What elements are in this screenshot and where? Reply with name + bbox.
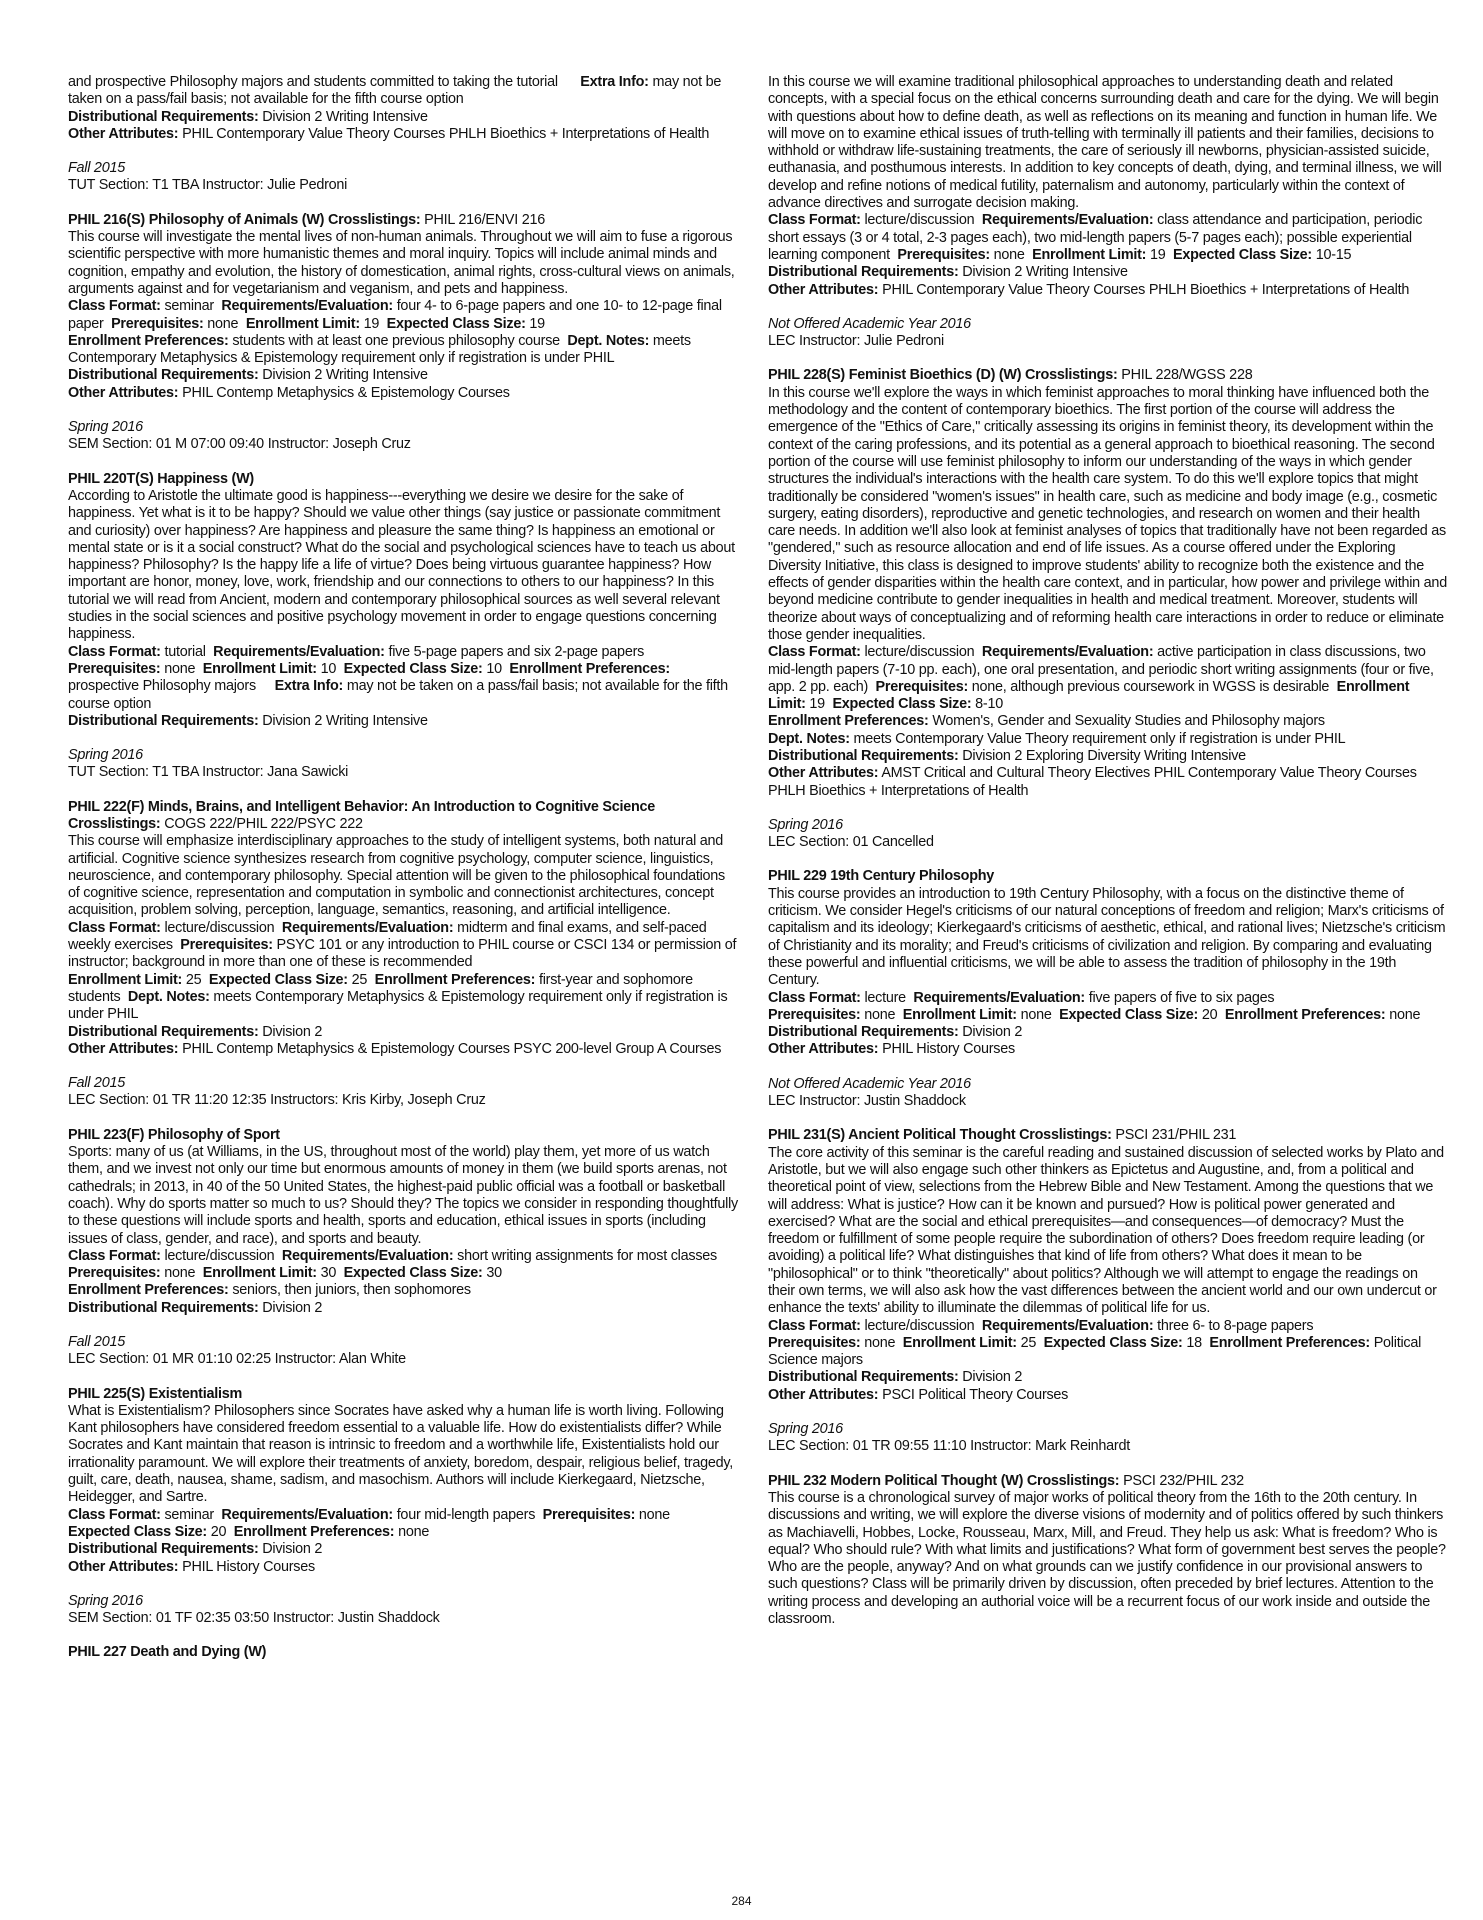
- label: Enrollment Preferences:: [68, 1282, 229, 1299]
- text: Women's, Gender and Sexuality Studies and Philosophy majors: [932, 713, 1325, 730]
- text: 18: [1186, 1334, 1202, 1351]
- label: Enrollment Limit:: [68, 971, 183, 988]
- label: Enrollment Limit:: [202, 1265, 317, 1282]
- course-offering: [68, 419, 738, 454]
- label: Distributional Requirements:: [68, 712, 259, 729]
- text: Division 2 Writing Intensive: [262, 108, 428, 125]
- label: Class Format:: [68, 643, 161, 660]
- text: five papers of five to six pages: [1088, 989, 1275, 1006]
- term: Spring 2016: [68, 747, 143, 764]
- course-offering: [768, 1076, 1448, 1111]
- text: students with at least one previous philosophy course: [232, 332, 560, 349]
- left-column: [68, 74, 738, 1662]
- text: Division 2 Exploring Diversity Writing Intensive: [962, 747, 1246, 764]
- term: Spring 2016: [768, 816, 843, 833]
- label: Requirements/Evaluation:: [981, 644, 1154, 661]
- course-title: PHIL 223(F) Philosophy of Sport: [68, 1126, 280, 1143]
- label: Prerequisites:: [68, 660, 161, 677]
- label: Other Attributes:: [68, 1558, 179, 1575]
- term: Spring 2016: [768, 1421, 843, 1438]
- course-offering: [768, 817, 1448, 852]
- label: Other Attributes:: [768, 1041, 879, 1058]
- section-info: TUT Section: T1 TBA Instructor: Julie Pedroni: [68, 177, 348, 194]
- course-description: Sports: many of us (at Williams, in the US, throughout most of the world) play them, yet more of us watch them, and we invest not only our time but enormous amounts of money in them (we build sports arenas, not cathedrals; in 2013, in 40 of the 50 United States, the highest-paid public official was a football or basketball coach). Why do sports matter so much to us? Should they? The topics we consider in responding thoughtfully to these questions will include sports and health, sports and education, ethical issues in sports (including issues of class, gender, and race), and sports and beauty.: [68, 1144, 738, 1247]
- course-continuation: [68, 74, 738, 143]
- course-offering: [68, 1593, 738, 1628]
- course-entry-phil-222: [68, 799, 738, 1058]
- label: Dept. Notes:: [127, 988, 210, 1005]
- course-title: PHIL 231(S) Ancient Political Thought Crosslistings:: [768, 1127, 1112, 1144]
- term: Not Offered Academic Year 2016: [768, 1075, 971, 1092]
- text: 19: [529, 315, 545, 332]
- label: Enrollment Preferences:: [509, 660, 670, 677]
- course-entry-phil-229: [768, 868, 1448, 1058]
- text: and prospective Philosophy majors and students committed to taking the tutorial: [68, 74, 558, 90]
- text: PHIL Contemporary Value Theory Courses PHLH Bioethics + Interpretations of Health: [182, 125, 710, 142]
- text: 25: [185, 971, 202, 988]
- course-offering: [768, 1421, 1448, 1456]
- label: Expected Class Size:: [1043, 1334, 1183, 1351]
- crosslistings: COGS 222/PHIL 222/PSYC 222: [164, 815, 363, 832]
- label: Expected Class Size:: [1173, 246, 1312, 263]
- text: AMST Critical and Cultural Theory Electives PHIL Contemporary Value Theory Courses PHLH Bioethics + Interpretations of Health: [768, 765, 1417, 799]
- label: Distributional Requirements:: [68, 1023, 259, 1040]
- label: Requirements/Evaluation:: [981, 212, 1154, 229]
- crosslistings: PSCI 231/PHIL 231: [1115, 1127, 1237, 1144]
- label: Class Format:: [68, 1506, 161, 1523]
- text: 19: [1149, 246, 1166, 263]
- course-entry-phil-225: [68, 1386, 738, 1576]
- text: Division 2 Writing Intensive: [962, 264, 1128, 281]
- label: Requirements/Evaluation:: [281, 1247, 454, 1264]
- text: 10: [320, 660, 337, 677]
- text: 19: [809, 696, 825, 713]
- label: Class Format:: [68, 1247, 161, 1264]
- term: Fall 2015: [68, 160, 125, 177]
- crosslistings: PHIL 216/ENVI 216: [424, 211, 545, 228]
- text: seniors, then juniors, then sophomores: [232, 1282, 471, 1299]
- label: Requirements/Evaluation:: [221, 298, 393, 315]
- term: Spring 2016: [68, 419, 143, 436]
- label: Other Attributes:: [768, 765, 879, 782]
- section-info: LEC Section: 01 MR 01:10 02:25 Instructor: Alan White: [68, 1351, 406, 1368]
- section-info: LEC Section: 01 TR 09:55 11:10 Instructor: Mark Reinhardt: [768, 1438, 1130, 1455]
- label: Prerequisites:: [542, 1506, 636, 1523]
- label: Requirements/Evaluation:: [281, 919, 454, 936]
- label: Other Attributes:: [768, 1386, 879, 1403]
- text: PHIL Contemp Metaphysics & Epistemology Courses PSYC 200-level Group A Courses: [182, 1040, 722, 1057]
- label: Enrollment Limit:: [245, 315, 360, 332]
- label: Dept. Notes:: [567, 332, 650, 349]
- label: Prerequisites:: [111, 315, 204, 332]
- label: Distributional Requirements:: [768, 1369, 959, 1386]
- label: Class Format:: [768, 644, 861, 661]
- crosslistings: PSCI 232/PHIL 232: [1123, 1472, 1244, 1489]
- text: none: [638, 1506, 670, 1523]
- label: Enrollment Limit:: [902, 1006, 1017, 1023]
- label: Expected Class Size:: [832, 696, 972, 713]
- course-entry-phil-216: [68, 212, 738, 402]
- text: Division 2: [262, 1541, 323, 1558]
- text: four 4- to 6-page papers and one 10- to 12-page final paper: [68, 298, 722, 332]
- label: Prerequisites:: [875, 678, 968, 695]
- course-title: PHIL 222(F) Minds, Brains, and Intelligent Behavior: An Introduction to Cognitive Science Crosslistings:: [68, 798, 656, 832]
- label: Distributional Requirements:: [68, 1299, 259, 1316]
- label: Other Attributes:: [68, 125, 179, 142]
- label: Other Attributes:: [68, 1040, 179, 1057]
- label: Enrollment Limit:: [202, 660, 317, 677]
- text: 19: [363, 315, 380, 332]
- course-description: This course provides an introduction to 19th Century Philosophy, with a focus on the distinctive theme of criticism. We consider Hegel's criticisms of our natural conceptions of freedom and religion; Marx's criticisms of capitalism and its ideology; Kierkegaard's criticisms of aesthetic, ethical, and rational lives; Nietzsche's criticism of Christianity and its morality; and Freud's criticisms of civilization and religion. By comparing and evaluating these powerful and influential criticisms, we will be able to assess the tradition of philosophy in the 19th Century.: [768, 885, 1446, 989]
- text: PHIL History Courses: [182, 1558, 315, 1575]
- label: Enrollment Preferences:: [1209, 1334, 1370, 1351]
- course-entry-phil-227: [68, 1644, 738, 1661]
- label: Enrollment Limit:: [1032, 246, 1147, 263]
- label: Requirements/Evaluation:: [981, 1317, 1154, 1334]
- text: midterm and final exams, and self-paced weekly exercises: [68, 919, 707, 954]
- label: Enrollment Preferences:: [233, 1523, 395, 1540]
- course-offering: [68, 160, 738, 195]
- text: none: [993, 246, 1025, 263]
- label: Expected Class Size:: [68, 1523, 207, 1540]
- course-description: The core activity of this seminar is the careful reading and sustained discussion of selected works by Plato and Aristotle, but we will also engage such other thinkers as Epictetus and Augustine, and, from a political and theoretical point of view, selections from the Hebrew Bible and New Testament. Among the questions that we will address: What is justice? How can it be known and pursued? How is political power generated and exercised? What are the social and ethical prerequisites—and consequences—of democracy? Must the freedom or fulfillment of some people require the subordination of others? Does freedom require leading (or avoiding) a political life? What distinguishes that kind of life from others? What does it mean to be "philosophical" or to think "theoretically" about politics? Although we will attempt to engage the readings on their own terms, we will also ask how the vast differences between the ancient world and our own undercut or enhance the texts' ability to illuminate the dilemmas of political life for us.: [768, 1144, 1444, 1317]
- text: Division 2 Writing Intensive: [262, 712, 428, 729]
- term: Fall 2015: [68, 1075, 125, 1092]
- text: lecture/discussion: [864, 1317, 975, 1334]
- text: PHIL History Courses: [882, 1041, 1015, 1058]
- course-description: This course will investigate the mental lives of non-human animals. Throughout we will aim to fuse a rigorous scientific perspective with more humanistic themes and moral inquiry. Topics will include animal minds and cognition, empathy and evolution, the history of domestication, animal rights, cross-cultural views on animals, arguments against and for vegetarianism and veganism, and pets and happiness.: [68, 229, 735, 297]
- course-entry-phil-223: [68, 1127, 738, 1317]
- label: Class Format:: [768, 212, 861, 229]
- text: five 5-page papers and six 2-page papers: [388, 643, 645, 660]
- section-info: SEM Section: 01 TF 02:35 03:50 Instructor: Justin Shaddock: [68, 1610, 440, 1627]
- text: three 6- to 8-page papers: [1157, 1317, 1314, 1334]
- section-info: LEC Section: 01 TR 11:20 12:35 Instructors: Kris Kirby, Joseph Cruz: [68, 1092, 486, 1109]
- course-title: PHIL 228(S) Feminist Bioethics (D) (W) Crosslistings:: [768, 367, 1118, 384]
- course-entry-phil-227-cont: [768, 74, 1448, 299]
- label: Extra Info:: [580, 74, 649, 90]
- label: Extra Info:: [274, 678, 344, 695]
- text: meets Contemporary Value Theory requirement only if registration is under PHIL: [853, 730, 1346, 747]
- course-offering: [68, 1334, 738, 1369]
- text: seminar: [164, 298, 214, 315]
- right-column: [768, 74, 1448, 1628]
- course-offering: [68, 1075, 738, 1110]
- course-description: This course will emphasize interdisciplinary approaches to the study of intelligent systems, both natural and artificial. Cognitive science synthesizes research from cognitive psychology, computer science, linguistics, neuroscience, and contemporary philosophy. Special attention will be given to the philosophical foundations of cognitive science, representation and computation in symbolic and connectionist architectures, concept acquisition, problem solving, perception, language, semantics, reasoning, and artificial intelligence.: [68, 833, 725, 919]
- label: Enrollment Preferences:: [374, 971, 536, 988]
- text: none: [1020, 1006, 1052, 1023]
- section-info: LEC Instructor: Justin Shaddock: [768, 1093, 966, 1110]
- label: Prerequisites:: [768, 1334, 861, 1351]
- text: first-year and sophomore students: [68, 971, 693, 1005]
- label: Requirements/Evaluation:: [213, 643, 385, 660]
- text: PSYC 101 or any introduction to PHIL course or CSCI 134 or permission of instructor; background in more than one of these is recommended: [68, 937, 737, 971]
- text: none: [398, 1523, 430, 1540]
- label: Enrollment Preferences:: [768, 713, 929, 730]
- text: four mid-length papers: [396, 1506, 536, 1523]
- text: may not be taken on a pass/fail basis; not available for the fifth course option: [68, 678, 728, 712]
- text: Division 2: [962, 1024, 1023, 1041]
- text: lecture/discussion: [164, 1247, 275, 1264]
- course-description: What is Existentialism? Philosophers since Socrates have asked why a human life is worth living. Following Kant philosophers have considered freedom essential to a valuable life. How do existentialists differ? While Socrates and Kant maintain that reason is intrinsic to freedom and a worthwhile life, Existentialists hold our irrationality paramount. We will explore their treatments of anxiety, boredom, despair, religious belief, tragedy, guilt, care, death, nausea, shame, sadism, and masochism. Authors will include Kierkegaard, Nietzsche, Heidegger, and Sartre.: [68, 1402, 733, 1506]
- section-info: SEM Section: 01 M 07:00 09:40 Instructor: Joseph Cruz: [68, 436, 411, 453]
- label: Class Format:: [768, 1317, 861, 1334]
- text: Division 2: [262, 1023, 323, 1040]
- label: Other Attributes:: [68, 384, 179, 401]
- course-title: PHIL 229 19th Century Philosophy: [768, 868, 995, 885]
- text: none: [164, 1265, 196, 1282]
- label: Enrollment Limit:: [768, 678, 1410, 713]
- text: lecture/discussion: [164, 919, 275, 936]
- text: short writing assignments for most classes: [457, 1247, 717, 1264]
- text: PSCI Political Theory Courses: [882, 1386, 1069, 1403]
- page-number: 284: [731, 1894, 752, 1908]
- text: PHIL Contemporary Value Theory Courses PHLH Bioethics + Interpretations of Health: [882, 281, 1410, 298]
- course-entry-phil-220t: [68, 471, 738, 730]
- text: class attendance and participation, periodic short essays (3 or 4 total, 2-3 pages each), two mid-length papers (5-7 pages each); possible experiential learning component: [768, 212, 1423, 263]
- label: Prerequisites:: [68, 1265, 161, 1282]
- text: seminar: [164, 1506, 214, 1523]
- text: none: [207, 315, 239, 332]
- label: Prerequisites:: [897, 246, 990, 263]
- label: Expected Class Size:: [343, 1265, 483, 1282]
- label: Distributional Requirements:: [768, 747, 959, 764]
- label: Expected Class Size:: [208, 971, 348, 988]
- label: Class Format:: [68, 298, 161, 315]
- text: Division 2 Writing Intensive: [262, 367, 428, 384]
- course-description: This course is a chronological survey of major works of political theory from the 16th to the 20th century. In discussions and writing, we will explore the diverse visions of modernity and of politics offered by such thinkers as Machiavelli, Hobbes, Locke, Rousseau, Marx, Mill, and Freud. They help us ask: What is freedom? Who is equal? Who should rule? With what limits and justifications? What form of government best serves the people? Who are the people, anyway? And on what grounds can we justify confidence in our provisional answers to such questions? Class will be primarily driven by discussion, often preceded by brief lectures. Attention to the writing process and developing an authorial voice will be a recurrent focus of our work inside and outside the classroom.: [768, 1489, 1446, 1628]
- course-description: In this course we'll explore the ways in which feminist approaches to moral thinking have influenced both the methodology and the content of contemporary bioethics. The first portion of the course will address the emergence of the "Ethics of Care," critically assessing its origins in feminist theory, its development within the context of the caring professions, and its potential as a general approach to bioethical reasoning. The second portion of the course will use feminist philosophy to inform our understanding of the ways in which gender structures the individual's interactions with the health care system. To do this we'll explore topics that might traditionally be considered "women's issues" in health care, such as medicine and body image (e.g., cosmetic surgery, eating disorders), reproductive and genetic technologies, and research on women and their health care needs. In addition we'll also look at feminist analyses of topics that traditionally have not been regarded as "gendered," such as resource allocation and end of life issues. As a course offered under the Exploring Diversity Initiative, this class is designed to improve students' ability to recognize both the existence and the effects of gender disparities within the health care context, and in particular, how power and privilege within and beyond medicine contribute to gender inequalities in health and medical treatment. Moreover, students will theorize about ways of conceptualizing and of reforming health care interactions in order to reduce or eliminate those gender inequalities.: [768, 384, 1447, 643]
- text: 25: [351, 971, 368, 988]
- crosslistings: PHIL 228/WGSS 228: [1121, 367, 1253, 384]
- course-entry-phil-231: [768, 1127, 1448, 1404]
- course-offering: [768, 316, 1448, 351]
- course-entry-phil-228: [768, 367, 1448, 799]
- label: Enrollment Limit:: [902, 1334, 1017, 1351]
- text: tutorial: [164, 643, 206, 660]
- course-title: PHIL 225(S) Existentialism: [68, 1385, 242, 1402]
- text: prospective Philosophy majors: [68, 678, 256, 695]
- text: 20: [1201, 1006, 1218, 1023]
- text: 8-10: [975, 696, 1003, 713]
- term: Not Offered Academic Year 2016: [768, 315, 971, 332]
- text: lecture: [864, 989, 906, 1006]
- label: Distributional Requirements:: [768, 264, 959, 281]
- text: Political Science majors: [768, 1334, 1422, 1369]
- course-entry-phil-232: [768, 1473, 1448, 1629]
- text: 20: [210, 1523, 227, 1540]
- text: meets Contemporary Metaphysics & Epistemology requirement only if registration is under PHIL: [68, 988, 728, 1023]
- text: active participation in class discussions, two mid-length papers (7-10 pp. each), one oral presentation, and periodic short writing assignments (four or five, app. 2 pp. each): [768, 644, 1434, 695]
- text: 30: [486, 1265, 502, 1282]
- text: 10: [486, 660, 502, 677]
- label: Expected Class Size:: [386, 315, 526, 332]
- term: Spring 2016: [68, 1592, 143, 1609]
- label: Distributional Requirements:: [68, 108, 259, 125]
- text: meets Contemporary Metaphysics & Epistemology requirement only if registration is under PHIL: [68, 332, 691, 367]
- text: none, although previous coursework in WGSS is desirable: [971, 678, 1330, 695]
- course-title: PHIL 232 Modern Political Thought (W) Crosslistings:: [768, 1472, 1120, 1489]
- label: Class Format:: [768, 989, 861, 1006]
- section-info: TUT Section: T1 TBA Instructor: Jana Sawicki: [68, 764, 349, 781]
- section-info: LEC Section: 01 Cancelled: [768, 834, 934, 851]
- text: Division 2: [262, 1299, 323, 1316]
- label: Distributional Requirements:: [768, 1024, 959, 1041]
- text: none: [164, 660, 196, 677]
- label: Prerequisites:: [768, 1006, 861, 1023]
- course-description: In this course we will examine traditional philosophical approaches to understanding death and related concepts, with a special focus on the ethical concerns surrounding death and care for the dying. We will begin with questions about how to define death, as well as reflections on its meaning and function in human life. We will move on to examine ethical issues of truth-telling with terminally ill patients and their families, decisions to withhold or withdraw life-sustaining treatments, the care of seriously ill newborns, physician-assisted suicide, euthanasia, and posthumous interests. In addition to key concepts of death, dying, and terminal illness, we will develop and refine notions of medical futility, paternalism and autonomy, particularly within the context of advance directives and surrogate decision making.: [768, 74, 1442, 212]
- label: Class Format:: [68, 919, 161, 936]
- label: Dept. Notes:: [768, 730, 850, 747]
- label: Enrollment Preferences:: [1224, 1006, 1386, 1023]
- label: Expected Class Size:: [1059, 1006, 1199, 1023]
- text: none: [1389, 1006, 1421, 1023]
- course-description: According to Aristotle the ultimate good is happiness---everything we desire we desire for the sake of happiness. Yet what is it to be happy? Should we value other things (say justice or passionate commitment and curiosity) over happiness? Are happiness and pleasure the same thing? Is happiness an emotional or mental state or is it a social construct? What do the social and psychological sciences have to teach us about happiness? Philosophy? Is the happy life a life of virtue? Does being virtuous guarantee happiness? How important are honor, money, love, work, friendship and our connections to others to our happiness? In this tutorial we will read from Ancient, modern and contemporary philosophical sources as well several relevant studies in the social sciences and positive psychology movement in order to engage questions concerning happiness.: [68, 487, 735, 643]
- text: none: [864, 1006, 896, 1023]
- course-offering: [68, 747, 738, 782]
- text: 10-15: [1315, 246, 1352, 263]
- course-title: PHIL 216(S) Philosophy of Animals (W) Crosslistings:: [68, 211, 421, 228]
- label: Expected Class Size:: [343, 660, 483, 677]
- text: 25: [1020, 1334, 1037, 1351]
- label: Distributional Requirements:: [68, 1541, 259, 1558]
- label: Other Attributes:: [768, 281, 879, 298]
- text: none: [864, 1334, 896, 1351]
- text: lecture/discussion: [864, 644, 975, 661]
- term: Fall 2015: [68, 1334, 125, 1350]
- label: Requirements/Evaluation:: [913, 989, 1085, 1006]
- label: Enrollment Preferences:: [68, 332, 229, 349]
- label: Prerequisites:: [180, 937, 273, 954]
- text: PHIL Contemp Metaphysics & Epistemology Courses: [182, 384, 510, 401]
- text: may not be taken on a pass/fail basis; not available for the fifth course option: [68, 74, 722, 108]
- section-info: LEC Instructor: Julie Pedroni: [768, 333, 944, 350]
- course-title: PHIL 220T(S) Happiness (W): [68, 470, 254, 487]
- label: Distributional Requirements:: [68, 367, 259, 384]
- label: Requirements/Evaluation:: [221, 1506, 393, 1523]
- text: Division 2: [962, 1369, 1023, 1386]
- course-title: PHIL 227 Death and Dying (W): [68, 1644, 267, 1661]
- text: 30: [320, 1265, 337, 1282]
- text: lecture/discussion: [864, 212, 975, 229]
